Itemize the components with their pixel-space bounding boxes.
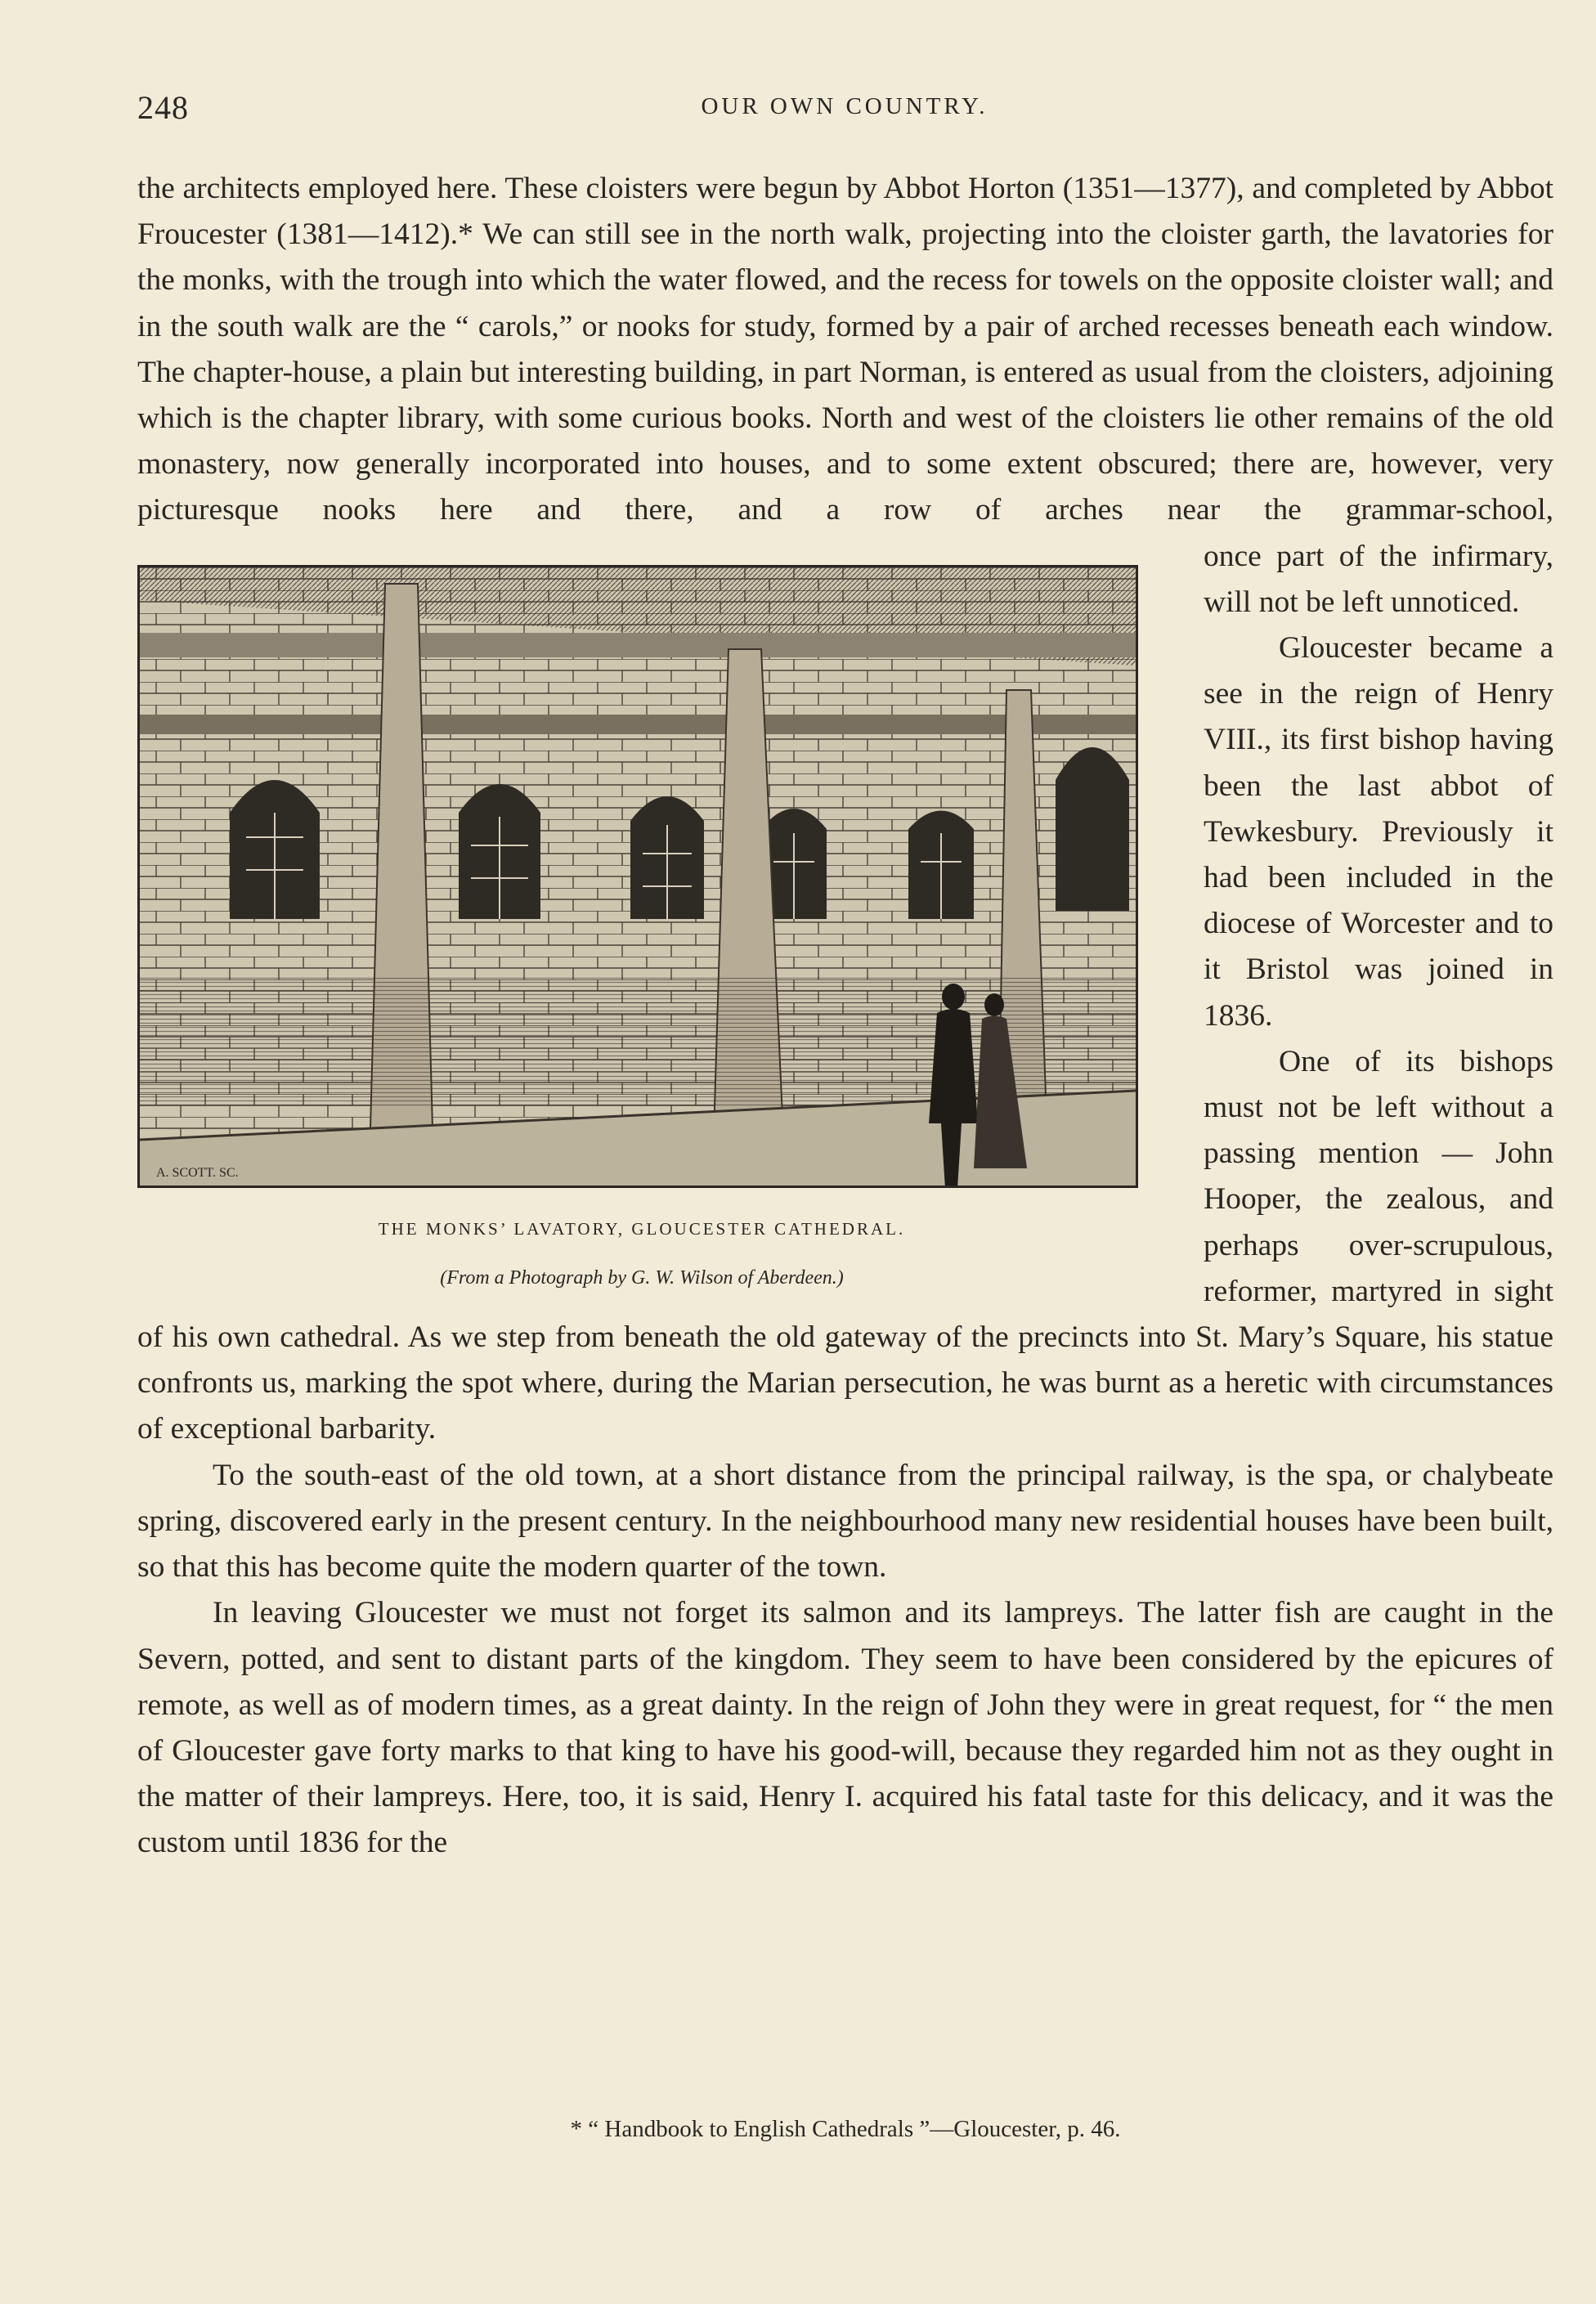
main-text (137, 166, 1553, 1867)
engraving-monks-lavatory (137, 565, 1138, 1188)
illustration-figure (137, 565, 1146, 1301)
figure-credit: (From a Photograph by G. W. Wilson of Aberdeen.) (440, 1266, 844, 1289)
page-number: 248 (137, 89, 189, 126)
engraver-signature: A. SCOTT. SC. (156, 1165, 239, 1180)
paragraph-cloisters-tail: once part of the infirmary, will not be left unnoticed. (1204, 539, 1553, 619)
footnote: * “ Handbook to English Cathedrals ”—Gloucester, p. 46. (570, 2116, 1121, 2142)
running-title: OUR OWN COUNTRY. (701, 93, 989, 119)
paragraph-lampreys: In leaving Gloucester we must not forget its salmon and its lampreys. The latter fish are caught in the Severn, potted, and sent to distant parts of the kingdom. They seem to have been considered by the epicures of remote, as well as of modern times, as a great dainty. In the reign of John they were in great request, for “ the men of Gloucester gave forty marks to that king to have his good-will, because they regarded him not as they ought in the matter of their lampreys. Here, too, it is said, Henry I. acquired his fatal taste for this delicacy, and it was the custom until 1836 for the (137, 1596, 1553, 1860)
paragraph-john-hooper: One of its bishops must not be left without a passing mention — John Hooper, the zealous, and perhaps over-scrupulous, reformer, martyred in sight of his own cathedral. As we step from beneath the old gateway of the precincts into St. Mary’s Square, his statue confronts us, marking the spot where, during the Marian persecution, he was burnt as a heretic with circumstances of exceptional barbarity. (137, 1044, 1553, 1446)
page-header (137, 88, 1552, 129)
figure-caption: THE MONKS’ LAVATORY, GLOUCESTER CATHEDRAL. (378, 1218, 906, 1239)
paragraph-spa: To the south-east of the old town, at a short distance from the principal railway, is the spa, or chalybeate spring, discovered early in the present century. In the neighbourhood many new residential houses have been built, so that this has become quite the modern quarter of the town. (137, 1458, 1553, 1585)
paragraph-cloisters-head: the architects employed here. These cloisters were begun by Abbot Horton (1351—1377), and completed by Abbot Froucester (1381—1412).* We can still see in the north walk, projecting into the cloister garth, the lavatories for the monks, with the trough into which the water flowed, and the recess for towels on the opposite cloister wall; and in the south walk are the “ carols,” or nooks for study, formed by a pair of arched recesses beneath each window. The chapter-house, a plain but interesting building, in part Norman, is entered as usual from the cloisters, adjoining which is the chapter library, with some curious books. North and west of the cloisters lie other remains of the old monastery, now generally incorporated into houses, and to some extent obscured; there are, however, very picturesque nooks here and there, and a row of arches near the grammar-school, (137, 172, 1553, 527)
engraving-image (140, 567, 1136, 1186)
paragraph-gloucester-see: Gloucester became a see in the reign of Henry VIII., its first bishop having been the last abbot of Tewkesbury. Previously it had been included in the diocese of Worcester and to it Bristol was joined in 1836. (1204, 631, 1553, 1033)
